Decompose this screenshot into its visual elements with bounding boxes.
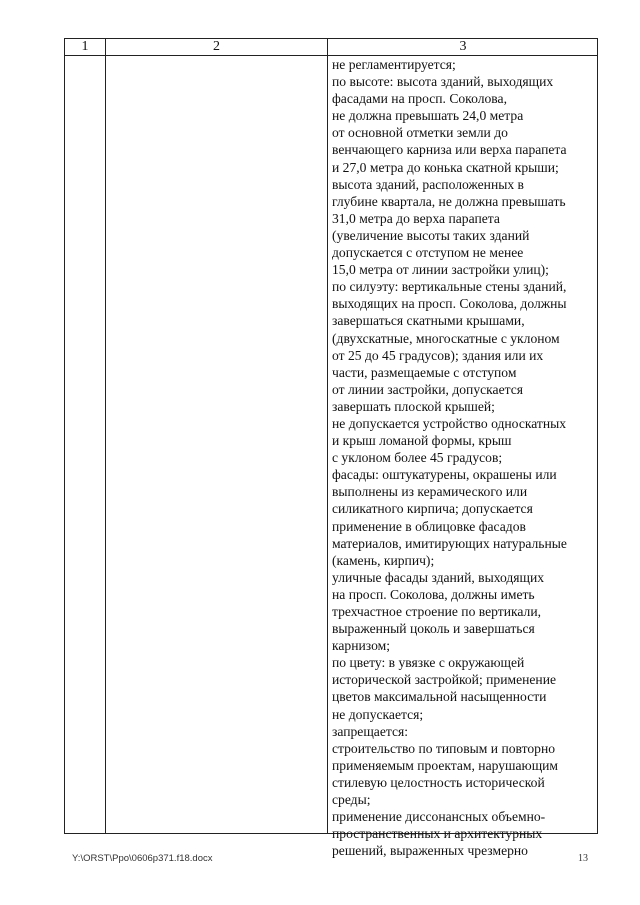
text-line: не допускается устройство односкатных — [332, 415, 567, 431]
text-line: глубине квартала, не должна превышать — [332, 193, 566, 209]
text-line: исторической застройкой; применение — [332, 672, 557, 688]
text-line: цветов максимальной насыщенности — [332, 689, 547, 705]
text-line: строительство по типовым и повторно — [332, 740, 556, 756]
text-line: от 25 до 45 градусов); здания или их — [332, 347, 544, 363]
text-line: с уклоном более 45 градусов; — [332, 450, 503, 466]
text-line: от линии застройки, допускается — [332, 381, 524, 397]
text-line: по силуэту: вертикальные стены зданий, — [332, 279, 567, 295]
text-line: не должна превышать 24,0 метра — [332, 108, 524, 124]
text-line: решений, выраженных чрезмерно — [332, 843, 528, 859]
text-line: по цвету: в увязке с окружающей — [332, 655, 525, 671]
text-line: не регламентируется; — [332, 57, 456, 72]
text-line: фасады: оштукатурены, окрашены или — [332, 467, 557, 483]
text-line: карнизом; — [332, 638, 390, 654]
column-divider-1 — [105, 39, 106, 833]
text-line: уличные фасады зданий, выходящих — [332, 569, 545, 585]
column-header-2: 2 — [213, 39, 220, 54]
text-line: завершать плоской крышей; — [332, 398, 495, 414]
text-line: выходящих на просп. Соколова, должны — [332, 296, 567, 312]
column-header-3: 3 — [459, 39, 467, 54]
text-line: части, размещаемые с отступом — [332, 364, 517, 380]
text-line: применяемым проектам, нарушающим — [332, 757, 559, 773]
text-line: и 27,0 метра до конька скатной крыши; — [332, 159, 559, 175]
text-line: 15,0 метра от линии застройки улиц); — [332, 262, 549, 278]
text-line: выраженный цоколь и завершаться — [332, 621, 535, 637]
text-line: на просп. Соколова, должны иметь — [332, 586, 535, 602]
column-divider-2 — [327, 39, 328, 833]
text-line: применение диссонансных объемно- — [332, 809, 546, 825]
text-line: от основной отметки земли до — [332, 125, 508, 141]
text-line: применение в облицовке фасадов — [332, 518, 526, 534]
text-line: трехчастное строение по вертикали, — [332, 604, 541, 619]
text-line: материалов, имитирующих натуральные — [332, 535, 567, 551]
text-line: не допускается; — [332, 706, 424, 722]
column-3-text — [332, 56, 600, 859]
text-line: пространственных и архитектурных — [332, 826, 543, 842]
text-line: силикатного кирпича; допускается — [332, 501, 533, 517]
text-line: (двухскатные, многоскатные с уклоном — [332, 330, 560, 346]
text-line: по высоте: высота зданий, выходящих — [332, 74, 554, 90]
text-line: выполнены из керамического или — [332, 484, 528, 500]
text-line: стилевую целостность исторической — [332, 774, 545, 790]
text-line: среды; — [332, 792, 371, 808]
text-line: допускается с отступом не менее — [332, 245, 524, 261]
footer-page-number: 13 — [578, 853, 588, 864]
text-line: высота зданий, расположенных в — [332, 176, 524, 192]
text-line: и крыш ломаной формы, крыш — [332, 433, 512, 449]
text-line: (камень, кирпич); — [332, 552, 435, 568]
text-line: (увеличение высоты таких зданий — [332, 227, 530, 243]
footer-file-path: Y:\ORST\Ppo\0606p371.f18.docx — [72, 853, 213, 864]
column-header-1: 1 — [81, 39, 89, 54]
text-line: завершаться скатными крышами, — [332, 313, 525, 329]
text-line: фасадами на просп. Соколова, — [332, 91, 507, 107]
text-line: венчающего карниза или верха парапета — [332, 142, 567, 158]
text-line: запрещается: — [332, 723, 409, 739]
text-line: 31,0 метра до верха парапета — [332, 210, 500, 226]
